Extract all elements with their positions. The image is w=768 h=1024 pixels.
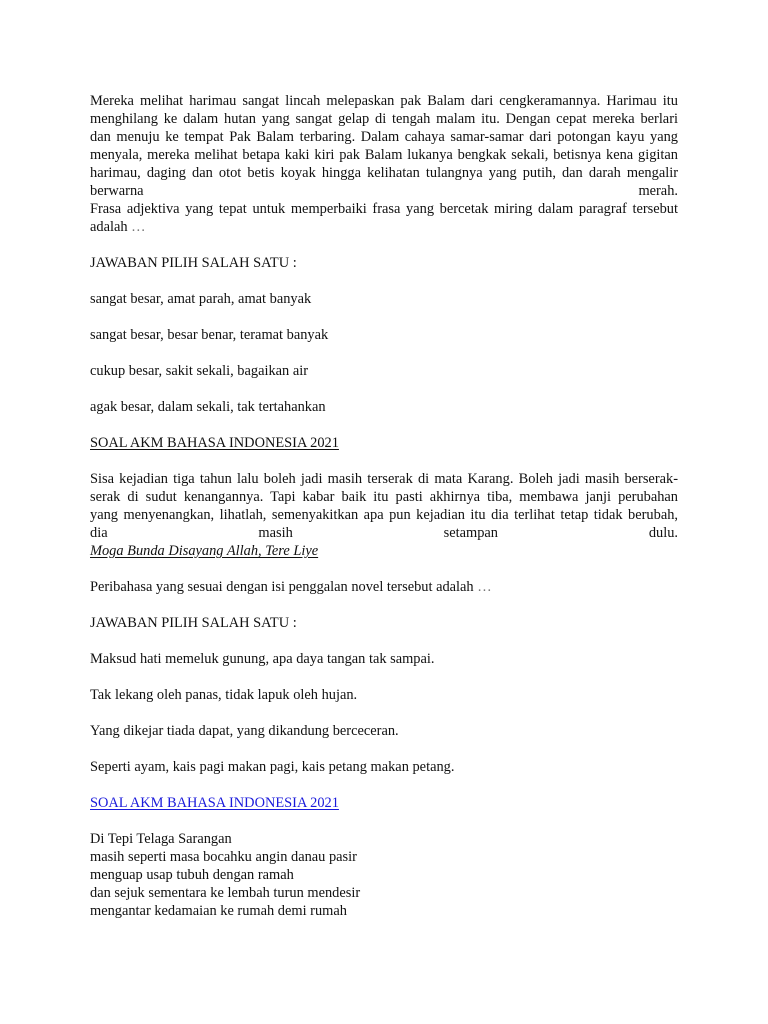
- passage-2-word: setampan: [443, 525, 498, 541]
- poem-line: mengantar kedamaian ke rumah demi rumah: [90, 903, 347, 919]
- section-heading-1: [90, 434, 678, 452]
- passage-1-line: Mereka melihat harimau sangat lincah melepaskan pak Balam dari cengkeramannya. Harimau itu: [90, 93, 678, 109]
- question-1-line-2: [90, 218, 678, 236]
- passage-2-line: serak di sudut kenangannya. Tapi kabar baik itu pasti akhirnya tiba, membawa janji perubahan: [90, 489, 678, 505]
- question-2-ellipsis: …: [477, 579, 492, 595]
- passage-2-word: dulu.: [648, 525, 678, 541]
- option-2-c[interactable]: Yang dikejar tiada dapat, yang dikandung berceceran.: [90, 723, 399, 739]
- passage-2: [90, 470, 678, 560]
- question-1-stem: adalah: [90, 219, 128, 235]
- option-2-a[interactable]: Maksud hati memeluk gunung, apa daya tangan tak sampai.: [90, 651, 435, 667]
- question-1-ellipsis: …: [131, 219, 146, 235]
- poem-line: menguap usap tubuh dengan ramah: [90, 867, 294, 883]
- option-1-b[interactable]: sangat besar, besar benar, teramat banyak: [90, 327, 329, 343]
- option-1-c[interactable]: cukup besar, sakit sekali, bagaikan air: [90, 363, 309, 379]
- section-link-2-line: [90, 794, 678, 812]
- poem: [90, 830, 678, 920]
- section-heading-1-text: SOAL AKM BAHASA INDONESIA 2021: [90, 435, 339, 451]
- option-1-d[interactable]: agak besar, dalam sekali, tak tertahankan: [90, 399, 326, 415]
- passage-2-word: dia: [90, 525, 108, 541]
- option-2-b[interactable]: Tak lekang oleh panas, tidak lapuk oleh hujan.: [90, 687, 358, 703]
- option-2-d[interactable]: Seperti ayam, kais pagi makan pagi, kais petang makan petang.: [90, 759, 455, 775]
- question-2: [90, 578, 678, 596]
- passage-2-line: yang menyenangkan, lihatlah, semenyakitkan apa pun kejadian itu dia terlihat tetap tidak berubah,: [90, 507, 678, 523]
- poem-title: Di Tepi Telaga Sarangan: [90, 831, 232, 847]
- passage-2-word: masih: [258, 525, 293, 541]
- passage-1-last-right: merah.: [638, 183, 678, 199]
- document-page: [90, 92, 678, 920]
- passage-1-line: dan menuju ke tempat Pak Balam terbaring. Dalam cahaya samar-samar dari potongan kayu yang: [90, 129, 678, 145]
- passage-2-source-line: [90, 542, 678, 560]
- passage-1-last-line: [90, 182, 678, 200]
- poem-line: dan sejuk sementara ke lembah turun mendesir: [90, 885, 361, 901]
- passage-2-last-line: [90, 524, 678, 542]
- question-1-line-1: Frasa adjektiva yang tepat untuk memperbaiki frasa yang bercetak miring dalam paragraf tersebut: [90, 201, 678, 217]
- passage-1-line: menyala, mereka melihat betapa kaki kiri pak Balam lukanya bengkak sekali, betisnya kena gigitan: [90, 147, 678, 163]
- answers-heading-1: JAWABAN PILIH SALAH SATU :: [90, 255, 297, 271]
- passage-2-line: Sisa kejadian tiga tahun lalu boleh jadi masih terserak di mata Karang. Boleh jadi masih berserak-: [90, 471, 678, 487]
- section-link-2[interactable]: SOAL AKM BAHASA INDONESIA 2021: [90, 795, 339, 811]
- answers-heading-2: JAWABAN PILIH SALAH SATU :: [90, 615, 297, 631]
- passage-1-last-left: berwarna: [90, 183, 144, 199]
- question-2-stem: Peribahasa yang sesuai dengan isi penggalan novel tersebut adalah: [90, 579, 474, 595]
- passage-1-line: menghilang ke dalam hutan yang sangat gelap di tengah malam itu. Dengan cepat mereka berlari: [90, 111, 678, 127]
- passage-1-line: harimau, daging dan otot betis koyak hingga kelihatan tulangnya yang putih, dan darah mengalir: [90, 165, 678, 181]
- poem-line: masih seperti masa bocahku angin danau pasir: [90, 849, 357, 865]
- option-1-a[interactable]: sangat besar, amat parah, amat banyak: [90, 291, 312, 307]
- passage-1: [90, 92, 678, 200]
- passage-2-source: Moga Bunda Disayang Allah, Tere Liye: [90, 543, 319, 559]
- question-1: [90, 200, 678, 236]
